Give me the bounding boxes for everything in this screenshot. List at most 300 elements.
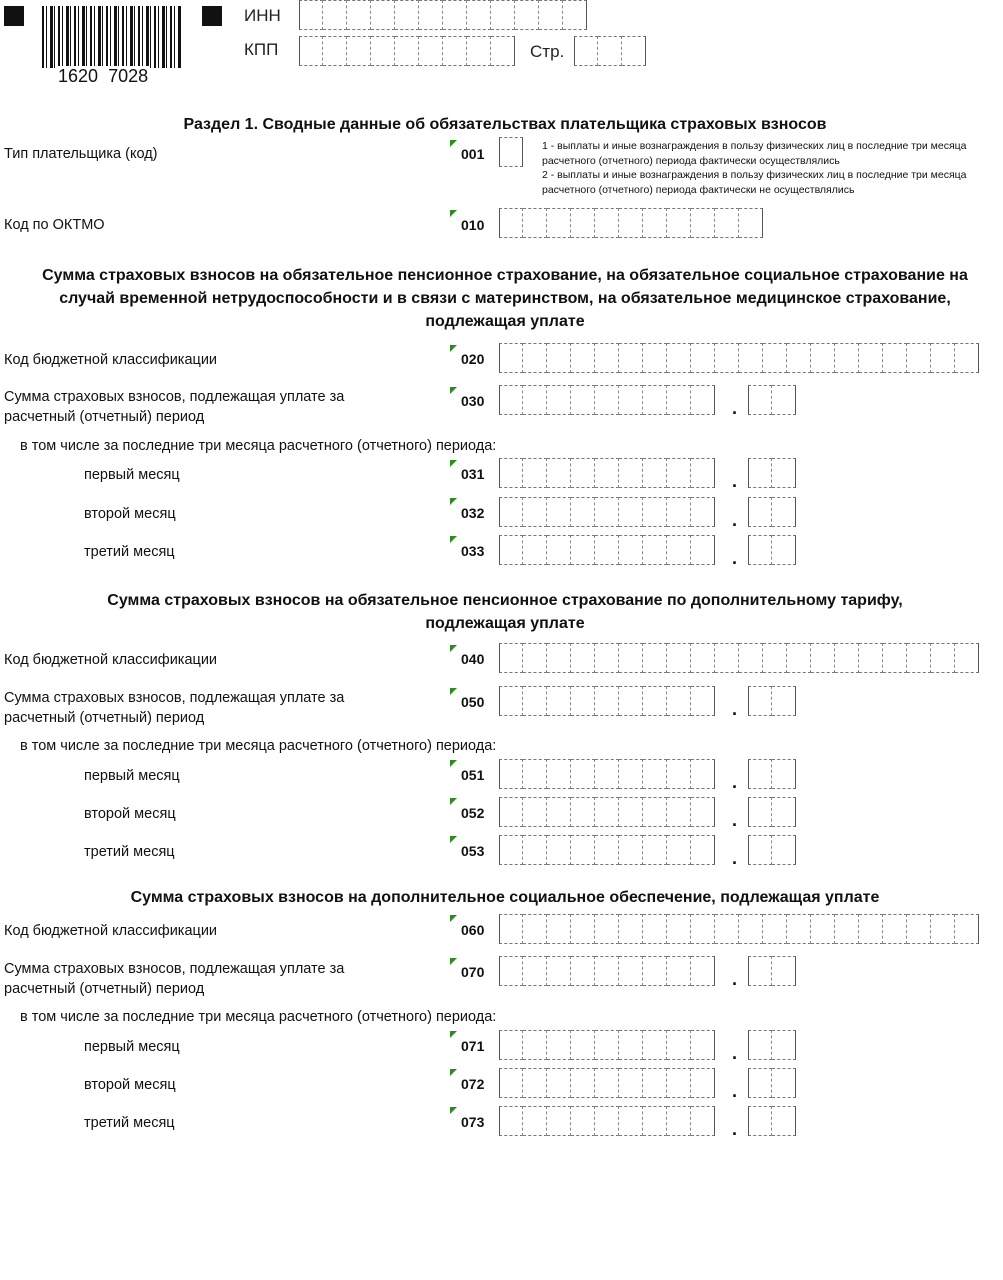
input-cell[interactable] <box>667 643 691 673</box>
input-cell[interactable] <box>931 914 955 944</box>
input-cell[interactable] <box>739 208 763 238</box>
input-cell[interactable] <box>547 1106 571 1136</box>
input-cell[interactable] <box>691 1106 715 1136</box>
input-cell[interactable] <box>643 956 667 986</box>
input-cell[interactable] <box>739 643 763 673</box>
input-cell[interactable] <box>619 535 643 565</box>
input-cell[interactable] <box>595 497 619 527</box>
input-cell[interactable] <box>595 797 619 827</box>
kpp-field[interactable] <box>299 36 515 66</box>
sum-label: Сумма страховых взносов, подлежащая уплате за расчетный (отчетный) период <box>4 961 345 997</box>
months-intro: в том числе за последние три месяца расчетного (отчетного) периода: <box>20 738 497 754</box>
amount-separator: . <box>732 699 738 719</box>
input-cell[interactable] <box>571 1106 595 1136</box>
input-cell[interactable] <box>748 458 772 488</box>
month-rubles-field[interactable] <box>499 458 715 488</box>
input-cell[interactable] <box>643 1106 667 1136</box>
input-cell[interactable] <box>499 137 523 167</box>
month-label: второй месяц <box>84 806 176 822</box>
input-cell[interactable] <box>595 208 619 238</box>
page-number-field[interactable] <box>574 36 646 66</box>
input-cell[interactable] <box>739 343 763 373</box>
month-kopecks-field[interactable] <box>748 1068 796 1098</box>
input-cell[interactable] <box>748 759 772 789</box>
input-cell[interactable] <box>667 385 691 415</box>
kbk-label: Код бюджетной классификации <box>4 923 218 939</box>
months-intro: в том числе за последние три месяца расчетного (отчетного) периода: <box>20 438 497 454</box>
input-cell[interactable] <box>595 1030 619 1060</box>
input-cell[interactable] <box>547 385 571 415</box>
input-cell[interactable] <box>748 385 772 415</box>
input-cell[interactable] <box>835 914 859 944</box>
month-kopecks-field[interactable] <box>748 797 796 827</box>
month-label: первый месяц <box>84 467 180 483</box>
month-label: третий месяц <box>84 844 175 860</box>
input-cell[interactable] <box>772 797 796 827</box>
input-cell[interactable] <box>667 497 691 527</box>
input-cell[interactable] <box>772 1068 796 1098</box>
input-cell[interactable] <box>595 914 619 944</box>
sum-code: 050 <box>461 694 485 710</box>
input-cell[interactable] <box>835 643 859 673</box>
input-cell[interactable] <box>619 643 643 673</box>
input-cell[interactable] <box>595 343 619 373</box>
input-cell[interactable] <box>619 835 643 865</box>
input-cell[interactable] <box>595 759 619 789</box>
input-cell[interactable] <box>619 759 643 789</box>
input-cell[interactable] <box>499 1030 523 1060</box>
amount-separator: . <box>732 810 738 830</box>
input-cell[interactable] <box>691 497 715 527</box>
input-cell[interactable] <box>371 0 395 30</box>
amount-separator: . <box>732 1081 738 1101</box>
month-rubles-field[interactable] <box>499 1068 715 1098</box>
input-cell[interactable] <box>523 1030 547 1060</box>
input-cell[interactable] <box>595 1106 619 1136</box>
month-rubles-field[interactable] <box>499 1106 715 1136</box>
input-cell[interactable] <box>667 1068 691 1098</box>
input-cell[interactable] <box>499 956 523 986</box>
input-cell[interactable] <box>499 686 523 716</box>
input-cell[interactable] <box>299 36 323 66</box>
input-cell[interactable] <box>539 0 563 30</box>
input-cell[interactable] <box>691 458 715 488</box>
input-cell[interactable] <box>499 458 523 488</box>
input-cell[interactable] <box>523 497 547 527</box>
input-cell[interactable] <box>547 686 571 716</box>
input-cell[interactable] <box>499 208 523 238</box>
input-cell[interactable] <box>595 458 619 488</box>
input-cell[interactable] <box>547 208 571 238</box>
input-cell[interactable] <box>772 385 796 415</box>
input-cell[interactable] <box>467 0 491 30</box>
input-cell[interactable] <box>547 1068 571 1098</box>
input-cell[interactable] <box>499 1068 523 1098</box>
input-cell[interactable] <box>571 835 595 865</box>
input-cell[interactable] <box>748 1068 772 1098</box>
input-cell[interactable] <box>931 343 955 373</box>
input-cell[interactable] <box>571 343 595 373</box>
kpp-label: КПП <box>244 40 279 59</box>
input-cell[interactable] <box>787 343 811 373</box>
input-cell[interactable] <box>763 914 787 944</box>
input-cell[interactable] <box>571 208 595 238</box>
input-cell[interactable] <box>523 797 547 827</box>
month-kopecks-field[interactable] <box>748 1030 796 1060</box>
input-cell[interactable] <box>772 686 796 716</box>
input-cell[interactable] <box>622 36 646 66</box>
input-cell[interactable] <box>907 914 931 944</box>
input-cell[interactable] <box>667 1030 691 1060</box>
input-cell[interactable] <box>859 914 883 944</box>
input-cell[interactable] <box>523 343 547 373</box>
input-cell[interactable] <box>715 643 739 673</box>
input-cell[interactable] <box>523 1106 547 1136</box>
month-code: 033 <box>461 543 485 559</box>
input-cell[interactable] <box>667 797 691 827</box>
input-cell[interactable] <box>347 36 371 66</box>
input-cell[interactable] <box>748 797 772 827</box>
input-cell[interactable] <box>395 0 419 30</box>
input-cell[interactable] <box>643 497 667 527</box>
input-cell[interactable] <box>499 797 523 827</box>
input-cell[interactable] <box>772 1030 796 1060</box>
input-cell[interactable] <box>811 343 835 373</box>
input-cell[interactable] <box>547 643 571 673</box>
input-cell[interactable] <box>739 914 763 944</box>
input-cell[interactable] <box>499 343 523 373</box>
input-cell[interactable] <box>691 914 715 944</box>
month-kopecks-field[interactable] <box>748 759 796 789</box>
input-cell[interactable] <box>772 1106 796 1136</box>
input-cell[interactable] <box>691 385 715 415</box>
input-cell[interactable] <box>811 914 835 944</box>
input-cell[interactable] <box>691 343 715 373</box>
input-cell[interactable] <box>595 535 619 565</box>
input-cell[interactable] <box>571 643 595 673</box>
month-rubles-field[interactable] <box>499 535 715 565</box>
input-cell[interactable] <box>547 535 571 565</box>
input-cell[interactable] <box>563 0 587 30</box>
input-cell[interactable] <box>619 458 643 488</box>
input-cell[interactable] <box>643 535 667 565</box>
input-cell[interactable] <box>371 36 395 66</box>
input-cell[interactable] <box>499 535 523 565</box>
field-corner-mark <box>450 536 457 543</box>
input-cell[interactable] <box>691 759 715 789</box>
input-cell[interactable] <box>547 797 571 827</box>
input-cell[interactable] <box>499 497 523 527</box>
field-corner-mark <box>450 915 457 922</box>
input-cell[interactable] <box>571 914 595 944</box>
input-cell[interactable] <box>499 759 523 789</box>
input-cell[interactable] <box>323 0 347 30</box>
month-label: третий месяц <box>84 544 175 560</box>
input-cell[interactable] <box>523 686 547 716</box>
payer-type-note-1: 1 - выплаты и иные вознаграждения в пользу физических лиц в последние три месяца расчетного (отчетного) периода фактически осуществлялись <box>542 140 967 167</box>
input-cell[interactable] <box>523 385 547 415</box>
sum-code: 030 <box>461 393 485 409</box>
input-cell[interactable] <box>643 458 667 488</box>
input-cell[interactable] <box>571 956 595 986</box>
field-corner-mark <box>450 210 457 217</box>
input-cell[interactable] <box>643 835 667 865</box>
input-cell[interactable] <box>574 36 598 66</box>
input-cell[interactable] <box>499 835 523 865</box>
input-cell[interactable] <box>859 343 883 373</box>
input-cell[interactable] <box>395 36 419 66</box>
input-cell[interactable] <box>595 643 619 673</box>
month-code: 051 <box>461 767 485 783</box>
amount-separator: . <box>732 398 738 418</box>
input-cell[interactable] <box>619 914 643 944</box>
input-cell[interactable] <box>619 1106 643 1136</box>
input-cell[interactable] <box>748 835 772 865</box>
input-cell[interactable] <box>499 385 523 415</box>
field-corner-mark <box>450 760 457 767</box>
input-cell[interactable] <box>571 535 595 565</box>
months-intro: в том числе за последние три месяца расчетного (отчетного) периода: <box>20 1009 497 1025</box>
input-cell[interactable] <box>598 36 622 66</box>
input-cell[interactable] <box>907 343 931 373</box>
input-cell[interactable] <box>691 797 715 827</box>
input-cell[interactable] <box>571 1068 595 1098</box>
input-cell[interactable] <box>499 643 523 673</box>
input-cell[interactable] <box>595 686 619 716</box>
oktmo-label: Код по ОКТМО <box>4 217 105 233</box>
month-label: первый месяц <box>84 1039 180 1055</box>
input-cell[interactable] <box>643 797 667 827</box>
month-rubles-field[interactable] <box>499 759 715 789</box>
input-cell[interactable] <box>643 1030 667 1060</box>
input-cell[interactable] <box>619 343 643 373</box>
input-cell[interactable] <box>772 835 796 865</box>
month-code: 053 <box>461 843 485 859</box>
sum-rubles-field[interactable] <box>499 385 715 415</box>
input-cell[interactable] <box>523 956 547 986</box>
corner-marker-right <box>202 6 222 26</box>
month-kopecks-field[interactable] <box>748 1106 796 1136</box>
input-cell[interactable] <box>691 835 715 865</box>
input-cell[interactable] <box>523 759 547 789</box>
input-cell[interactable] <box>772 497 796 527</box>
input-cell[interactable] <box>323 36 347 66</box>
input-cell[interactable] <box>419 0 443 30</box>
input-cell[interactable] <box>667 208 691 238</box>
input-cell[interactable] <box>907 643 931 673</box>
input-cell[interactable] <box>491 0 515 30</box>
input-cell[interactable] <box>691 208 715 238</box>
input-cell[interactable] <box>748 686 772 716</box>
month-rubles-field[interactable] <box>499 797 715 827</box>
sum-rubles-field[interactable] <box>499 956 715 986</box>
month-rubles-field[interactable] <box>499 1030 715 1060</box>
input-cell[interactable] <box>691 686 715 716</box>
input-cell[interactable] <box>523 643 547 673</box>
amount-separator: . <box>732 969 738 989</box>
input-cell[interactable] <box>667 686 691 716</box>
input-cell[interactable] <box>955 914 979 944</box>
input-cell[interactable] <box>547 956 571 986</box>
input-cell[interactable] <box>667 1106 691 1136</box>
input-cell[interactable] <box>772 956 796 986</box>
block-3-title: Сумма страховых взносов на дополнительное социальное обеспечение, подлежащая уплате <box>130 889 880 906</box>
input-cell[interactable] <box>523 914 547 944</box>
input-cell[interactable] <box>748 535 772 565</box>
kbk-field[interactable] <box>499 914 979 944</box>
sum-kopecks-field[interactable] <box>748 686 796 716</box>
input-cell[interactable] <box>619 1030 643 1060</box>
input-cell[interactable] <box>772 535 796 565</box>
input-cell[interactable] <box>748 1106 772 1136</box>
input-cell[interactable] <box>347 0 371 30</box>
input-cell[interactable] <box>715 343 739 373</box>
input-cell[interactable] <box>523 535 547 565</box>
payer-type-field[interactable] <box>499 137 523 167</box>
input-cell[interactable] <box>619 686 643 716</box>
input-cell[interactable] <box>643 385 667 415</box>
input-cell[interactable] <box>499 914 523 944</box>
inn-field[interactable] <box>299 0 587 28</box>
input-cell[interactable] <box>883 914 907 944</box>
input-cell[interactable] <box>571 458 595 488</box>
input-cell[interactable] <box>883 343 907 373</box>
sum-label: Сумма страховых взносов, подлежащая уплате за расчетный (отчетный) период <box>4 389 345 425</box>
input-cell[interactable] <box>595 835 619 865</box>
input-cell[interactable] <box>772 759 796 789</box>
input-cell[interactable] <box>643 914 667 944</box>
input-cell[interactable] <box>443 36 467 66</box>
input-cell[interactable] <box>547 914 571 944</box>
kbk-field[interactable] <box>499 343 979 373</box>
input-cell[interactable] <box>931 643 955 673</box>
input-cell[interactable] <box>667 835 691 865</box>
sum-kopecks-field[interactable] <box>748 385 796 415</box>
input-cell[interactable] <box>643 759 667 789</box>
input-cell[interactable] <box>772 458 796 488</box>
month-label: второй месяц <box>84 506 176 522</box>
input-cell[interactable] <box>523 835 547 865</box>
input-cell[interactable] <box>835 343 859 373</box>
input-cell[interactable] <box>643 343 667 373</box>
input-cell[interactable] <box>547 343 571 373</box>
input-cell[interactable] <box>643 208 667 238</box>
input-cell[interactable] <box>547 1030 571 1060</box>
input-cell[interactable] <box>619 497 643 527</box>
input-cell[interactable] <box>811 643 835 673</box>
input-cell[interactable] <box>667 535 691 565</box>
field-corner-mark <box>450 140 457 147</box>
input-cell[interactable] <box>523 1068 547 1098</box>
amount-separator: . <box>732 548 738 568</box>
input-cell[interactable] <box>691 643 715 673</box>
input-cell[interactable] <box>667 458 691 488</box>
input-cell[interactable] <box>691 1030 715 1060</box>
input-cell[interactable] <box>748 956 772 986</box>
input-cell[interactable] <box>299 0 323 30</box>
input-cell[interactable] <box>523 208 547 238</box>
kbk-field[interactable] <box>499 643 979 673</box>
input-cell[interactable] <box>787 914 811 944</box>
input-cell[interactable] <box>763 343 787 373</box>
sum-label: Сумма страховых взносов, подлежащая уплате за расчетный (отчетный) период <box>4 690 345 726</box>
input-cell[interactable] <box>443 0 467 30</box>
input-cell[interactable] <box>419 36 443 66</box>
input-cell[interactable] <box>571 686 595 716</box>
input-cell[interactable] <box>619 1068 643 1098</box>
kbk-code: 060 <box>461 922 485 938</box>
input-cell[interactable] <box>547 835 571 865</box>
input-cell[interactable] <box>667 343 691 373</box>
month-kopecks-field[interactable] <box>748 835 796 865</box>
month-rubles-field[interactable] <box>499 835 715 865</box>
input-cell[interactable] <box>595 385 619 415</box>
input-cell[interactable] <box>571 385 595 415</box>
input-cell[interactable] <box>859 643 883 673</box>
field-corner-mark <box>450 1107 457 1114</box>
input-cell[interactable] <box>955 343 979 373</box>
input-cell[interactable] <box>595 1068 619 1098</box>
input-cell[interactable] <box>883 643 907 673</box>
field-corner-mark <box>450 645 457 652</box>
input-cell[interactable] <box>499 1106 523 1136</box>
input-cell[interactable] <box>748 497 772 527</box>
sum-rubles-field[interactable] <box>499 686 715 716</box>
input-cell[interactable] <box>515 0 539 30</box>
input-cell[interactable] <box>571 1030 595 1060</box>
input-cell[interactable] <box>787 643 811 673</box>
input-cell[interactable] <box>691 1068 715 1098</box>
input-cell[interactable] <box>547 759 571 789</box>
input-cell[interactable] <box>715 208 739 238</box>
month-kopecks-field[interactable] <box>748 458 796 488</box>
input-cell[interactable] <box>667 956 691 986</box>
input-cell[interactable] <box>619 956 643 986</box>
oktmo-field[interactable] <box>499 208 763 238</box>
input-cell[interactable] <box>643 1068 667 1098</box>
input-cell[interactable] <box>595 956 619 986</box>
input-cell[interactable] <box>467 36 491 66</box>
input-cell[interactable] <box>571 497 595 527</box>
input-cell[interactable] <box>571 759 595 789</box>
input-cell[interactable] <box>547 458 571 488</box>
month-rubles-field[interactable] <box>499 497 715 527</box>
input-cell[interactable] <box>763 643 787 673</box>
input-cell[interactable] <box>691 535 715 565</box>
input-cell[interactable] <box>691 956 715 986</box>
input-cell[interactable] <box>491 36 515 66</box>
input-cell[interactable] <box>715 914 739 944</box>
payer-type-label: Тип плательщика (код) <box>4 146 158 162</box>
input-cell[interactable] <box>643 643 667 673</box>
input-cell[interactable] <box>619 797 643 827</box>
input-cell[interactable] <box>523 458 547 488</box>
input-cell[interactable] <box>748 1030 772 1060</box>
month-kopecks-field[interactable] <box>748 535 796 565</box>
input-cell[interactable] <box>643 686 667 716</box>
month-code: 072 <box>461 1076 485 1092</box>
input-cell[interactable] <box>619 385 643 415</box>
input-cell[interactable] <box>667 914 691 944</box>
input-cell[interactable] <box>667 759 691 789</box>
sum-kopecks-field[interactable] <box>748 956 796 986</box>
input-cell[interactable] <box>955 643 979 673</box>
amount-separator: . <box>732 510 738 530</box>
input-cell[interactable] <box>619 208 643 238</box>
input-cell[interactable] <box>571 797 595 827</box>
month-kopecks-field[interactable] <box>748 497 796 527</box>
input-cell[interactable] <box>547 497 571 527</box>
